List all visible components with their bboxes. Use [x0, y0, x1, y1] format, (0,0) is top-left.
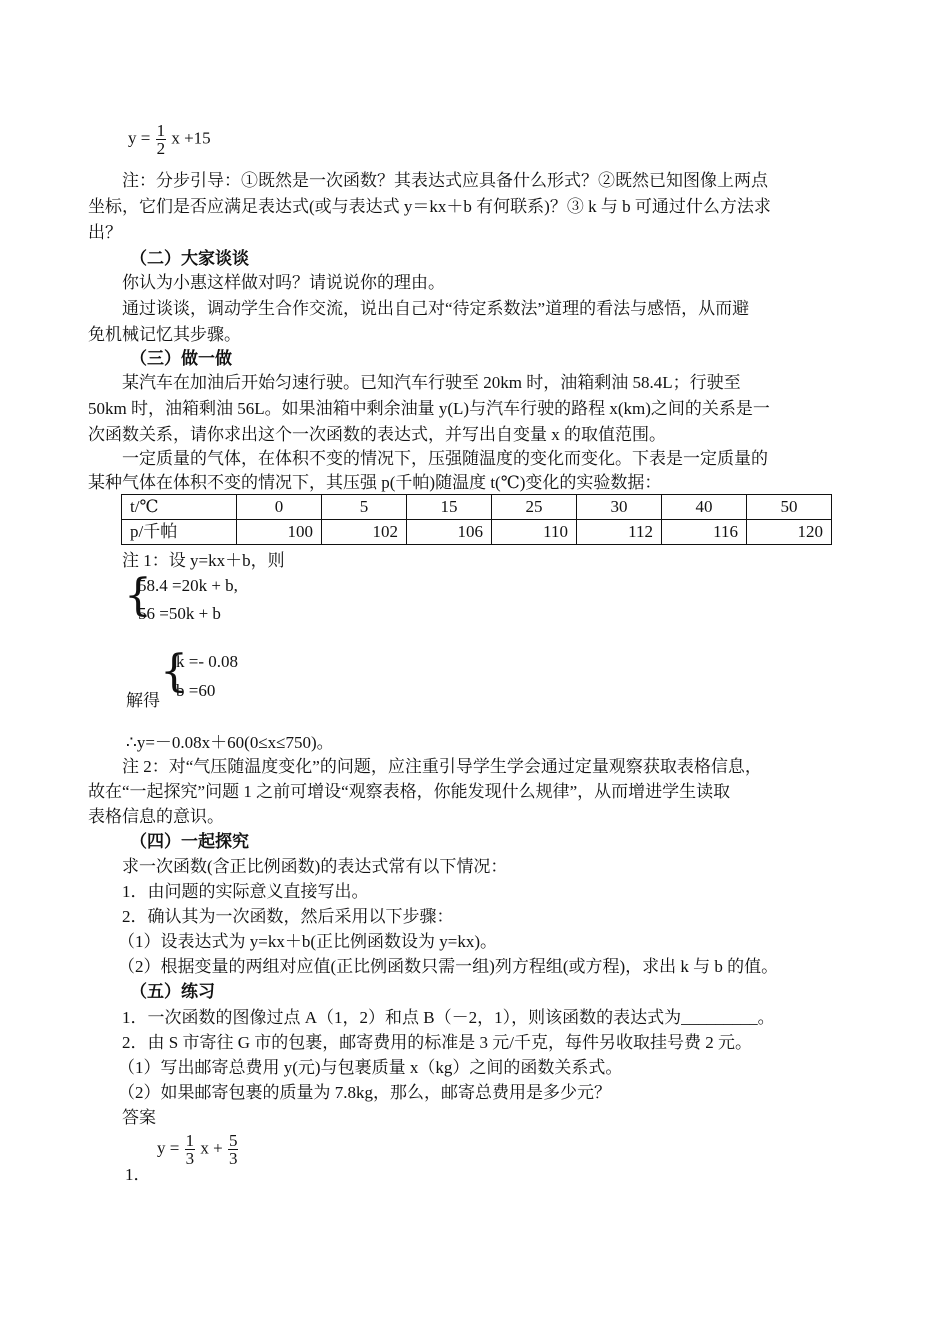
- formula-lhs: y =: [128, 128, 151, 148]
- exercise-line-3: （1）写出邮寄总费用 y(元)与包裹质量 x（kg）之间的函数关系式。: [118, 1058, 623, 1077]
- answer-lhs: y =: [157, 1138, 180, 1158]
- table-cell: 5: [322, 495, 407, 520]
- table-cell: 15: [407, 495, 492, 520]
- numerator: 5: [228, 1131, 238, 1150]
- explore-line-4: （1）设表达式为 y=kx＋b(正比例函数设为 y=kx)。: [118, 932, 497, 951]
- note-2-line-3: 表格信息的意识。: [88, 807, 224, 826]
- table-cell: 25: [492, 495, 577, 520]
- para-4-line-1: 某汽车在加油后开始匀速行驶。已知汽车行驶至 20km 时，油箱剩油 58.4L；行驶至: [122, 373, 741, 392]
- equation-2: 56 =50k + b: [138, 604, 221, 623]
- table-cell: 116: [662, 520, 747, 545]
- numerator: 1: [156, 121, 166, 140]
- answer-number: 1．: [125, 1165, 151, 1184]
- explore-line-5: （2）根据变量的两组对应值(正比例函数只需一组)列方程组(或方程)，求出 k 与 b 的值。: [118, 957, 779, 976]
- para-2: 你认为小惠这样做对吗？请说说你的理由。: [122, 273, 445, 292]
- para-4-line-3: 次函数关系，请你求出这个一次函数的表达式，并写出自变量 x 的取值范围。: [88, 425, 666, 444]
- note-2-line-2: 故在“一起探究”问题 1 之前可增设“观察表格，你能发现什么规律”，从而增进学生读取: [88, 782, 731, 801]
- table-row: [122, 520, 832, 545]
- explore-line-1: 求一次函数(含正比例函数)的表达式常有以下情况：: [122, 857, 508, 876]
- answer-heading: 答案: [122, 1108, 156, 1127]
- denominator: 3: [228, 1149, 238, 1168]
- numerator: 1: [185, 1131, 195, 1150]
- explore-line-2: 1．由问题的实际意义直接写出。: [122, 882, 369, 901]
- exercise-line-4: （2）如果邮寄包裹的质量为 7.8kg，那么，邮寄总费用是多少元？: [118, 1083, 611, 1102]
- table-cell: 106: [407, 520, 492, 545]
- para-5-line-1: 一定质量的气体，在体积不变的情况下，压强随温度的变化而变化。下表是一定质量的: [122, 449, 768, 468]
- section-heading-3: （三）做一做: [130, 349, 232, 368]
- note-para-1-line-3: 出？: [88, 223, 122, 242]
- section-heading-5: （五）练习: [130, 982, 215, 1001]
- table-row-label: p/千帕: [122, 520, 237, 545]
- formula-rhs: x +15: [171, 128, 211, 148]
- solve-label: 解得: [126, 691, 160, 710]
- para-3-line-2: 免机械记忆其步骤。: [88, 325, 241, 344]
- table-cell: 120: [747, 520, 832, 545]
- para-5-line-2: 某种气体在体积不变的情况下，其压强 p(千帕)随温度 t(℃)变化的实验数据：: [88, 473, 662, 492]
- table-row-label: t/℃: [122, 495, 237, 520]
- equation-1: 58.4 =20k + b,: [138, 576, 238, 595]
- para-4-line-2: 50km 时，油箱剩油 56L。如果油箱中剩余油量 y(L)与汽车行驶的路程 x(km)之间的关系是一: [88, 399, 770, 418]
- table-cell: 30: [577, 495, 662, 520]
- table-cell: 110: [492, 520, 577, 545]
- table-cell: 0: [237, 495, 322, 520]
- table-cell: 100: [237, 520, 322, 545]
- answer-mid: x +: [200, 1138, 223, 1158]
- formula-top: [128, 122, 211, 157]
- denominator: 2: [156, 139, 166, 158]
- table-cell: 102: [322, 520, 407, 545]
- table-cell: 112: [577, 520, 662, 545]
- section-heading-4: （四）一起探究: [130, 832, 249, 851]
- solution-k: k =- 0.08: [176, 652, 238, 671]
- pressure-temperature-table: [121, 494, 832, 545]
- table-cell: 40: [662, 495, 747, 520]
- brace-icon: {: [124, 570, 152, 621]
- note-1: 注 1：设 y=kx＋b，则: [122, 551, 285, 570]
- exercise-line-1: 1．一次函数的图像过点 A（1，2）和点 B（－2，1），则该函数的表达式为_________。: [122, 1008, 775, 1027]
- result: ∴y=－0.08x＋60(0≤x≤750)。: [126, 733, 334, 752]
- brace-icon: {: [160, 646, 188, 697]
- solution-b: b =60: [176, 681, 216, 700]
- exercise-line-2: 2．由 S 市寄往 G 市的包裹，邮寄费用的标准是 3 元/千克，每件另收取挂号费 2 元。: [122, 1033, 752, 1052]
- fraction: [156, 122, 167, 157]
- explore-line-3: 2．确认其为一次函数，然后采用以下步骤：: [122, 907, 454, 926]
- section-heading-2: （二）大家谈谈: [130, 249, 249, 268]
- para-3-line-1: 通过谈谈，调动学生合作交流，说出自己对“待定系数法”道理的看法与感悟，从而避: [122, 299, 750, 318]
- denominator: 3: [185, 1149, 195, 1168]
- table-row: [122, 495, 832, 520]
- table-cell: 50: [747, 495, 832, 520]
- note-para-1-line-1: 注：分步引导：①既然是一次函数？其表达式应具备什么形式？②既然已知图像上两点: [122, 171, 768, 190]
- note-para-1-line-2: 坐标，它们是否应满足表达式(或与表达式 y＝kx＋b 有何联系)？③ k 与 b 可通过什么方法求: [88, 197, 771, 216]
- note-2-line-1: 注 2：对“气压随温度变化”的问题，应注重引导学生学会通过定量观察获取表格信息，: [122, 757, 762, 776]
